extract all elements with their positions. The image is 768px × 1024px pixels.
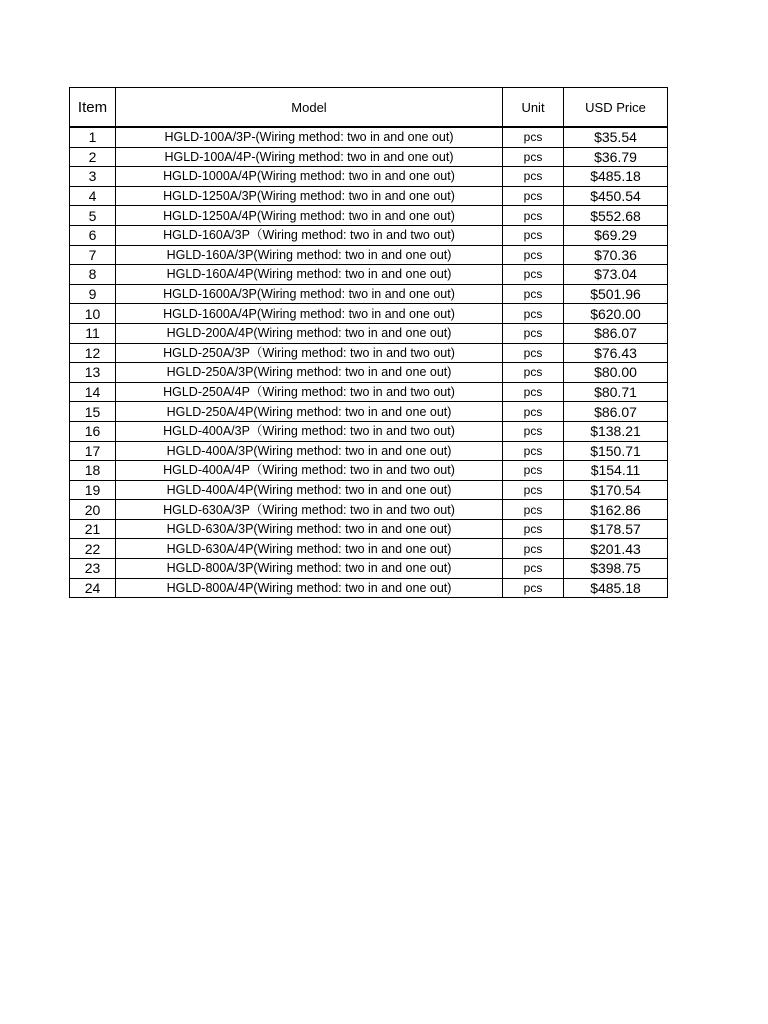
table-row [70,127,668,147]
cell-unit: pcs [503,480,564,500]
cell-item: 17 [70,441,116,461]
cell-usd-price: $35.54 [564,127,668,147]
price-table [69,87,668,598]
cell-model: HGLD-1250A/4P(Wiring method: two in and one out) [116,206,503,226]
cell-model: HGLD-1600A/3P(Wiring method: two in and one out) [116,284,503,304]
cell-item: 18 [70,461,116,481]
cell-model: HGLD-1000A/4P(Wiring method: two in and one out) [116,167,503,187]
cell-model: HGLD-400A/4P(Wiring method: two in and one out) [116,480,503,500]
cell-usd-price: $450.54 [564,186,668,206]
table-row [70,500,668,520]
cell-model: HGLD-1600A/4P(Wiring method: two in and one out) [116,304,503,324]
cell-unit: pcs [503,461,564,481]
cell-item: 14 [70,382,116,402]
cell-usd-price: $154.11 [564,461,668,481]
cell-usd-price: $398.75 [564,559,668,579]
cell-usd-price: $485.18 [564,578,668,598]
cell-unit: pcs [503,147,564,167]
cell-unit: pcs [503,186,564,206]
cell-usd-price: $150.71 [564,441,668,461]
cell-unit: pcs [503,441,564,461]
cell-model: HGLD-400A/3P（Wiring method: two in and two out) [116,421,503,441]
cell-model: HGLD-160A/3P(Wiring method: two in and one out) [116,245,503,265]
cell-model: HGLD-630A/4P(Wiring method: two in and one out) [116,539,503,559]
cell-model: HGLD-800A/4P(Wiring method: two in and one out) [116,578,503,598]
cell-unit: pcs [503,363,564,383]
cell-usd-price: $162.86 [564,500,668,520]
cell-model: HGLD-100A/3P-(Wiring method: two in and one out) [116,127,503,147]
cell-item: 4 [70,186,116,206]
table-row [70,421,668,441]
cell-usd-price: $69.29 [564,225,668,245]
cell-model: HGLD-100A/4P-(Wiring method: two in and one out) [116,147,503,167]
table-row [70,265,668,285]
table-body [70,127,668,598]
cell-usd-price: $485.18 [564,167,668,187]
header-item: Item [70,88,116,128]
cell-unit: pcs [503,225,564,245]
cell-usd-price: $178.57 [564,519,668,539]
table-row [70,206,668,226]
cell-model: HGLD-160A/3P（Wiring method: two in and two out) [116,225,503,245]
cell-model: HGLD-400A/3P(Wiring method: two in and one out) [116,441,503,461]
cell-item: 13 [70,363,116,383]
cell-unit: pcs [503,421,564,441]
cell-unit: pcs [503,500,564,520]
cell-model: HGLD-250A/3P(Wiring method: two in and one out) [116,363,503,383]
cell-model: HGLD-160A/4P(Wiring method: two in and one out) [116,265,503,285]
cell-item: 16 [70,421,116,441]
cell-model: HGLD-630A/3P（Wiring method: two in and two out) [116,500,503,520]
cell-unit: pcs [503,206,564,226]
cell-item: 8 [70,265,116,285]
cell-usd-price: $501.96 [564,284,668,304]
cell-item: 15 [70,402,116,422]
cell-model: HGLD-250A/3P（Wiring method: two in and two out) [116,343,503,363]
cell-usd-price: $76.43 [564,343,668,363]
cell-item: 22 [70,539,116,559]
table-row [70,343,668,363]
cell-usd-price: $70.36 [564,245,668,265]
table-row [70,245,668,265]
header-model: Model [116,88,503,128]
cell-usd-price: $86.07 [564,402,668,422]
cell-item: 6 [70,225,116,245]
cell-model: HGLD-250A/4P（Wiring method: two in and two out) [116,382,503,402]
table-row [70,578,668,598]
table-row [70,480,668,500]
cell-item: 1 [70,127,116,147]
table-row [70,441,668,461]
header-usd-price: USD Price [564,88,668,128]
cell-item: 24 [70,578,116,598]
table-row [70,323,668,343]
cell-model: HGLD-630A/3P(Wiring method: two in and one out) [116,519,503,539]
cell-unit: pcs [503,343,564,363]
header-unit: Unit [503,88,564,128]
cell-usd-price: $80.71 [564,382,668,402]
table-row [70,147,668,167]
cell-unit: pcs [503,304,564,324]
cell-usd-price: $73.04 [564,265,668,285]
cell-unit: pcs [503,127,564,147]
cell-unit: pcs [503,539,564,559]
header-row [70,88,668,128]
cell-model: HGLD-250A/4P(Wiring method: two in and one out) [116,402,503,422]
cell-item: 11 [70,323,116,343]
cell-usd-price: $620.00 [564,304,668,324]
table-row [70,284,668,304]
table-row [70,363,668,383]
table-row [70,186,668,206]
cell-usd-price: $80.00 [564,363,668,383]
cell-item: 2 [70,147,116,167]
cell-model: HGLD-400A/4P（Wiring method: two in and two out) [116,461,503,481]
cell-unit: pcs [503,578,564,598]
cell-unit: pcs [503,323,564,343]
table-row [70,519,668,539]
cell-unit: pcs [503,265,564,285]
table-row [70,461,668,481]
cell-item: 19 [70,480,116,500]
cell-model: HGLD-200A/4P(Wiring method: two in and one out) [116,323,503,343]
table-row [70,382,668,402]
cell-item: 3 [70,167,116,187]
table-row [70,167,668,187]
cell-item: 7 [70,245,116,265]
cell-unit: pcs [503,519,564,539]
cell-unit: pcs [503,284,564,304]
cell-unit: pcs [503,245,564,265]
cell-item: 9 [70,284,116,304]
cell-item: 5 [70,206,116,226]
cell-unit: pcs [503,402,564,422]
table-row [70,559,668,579]
cell-unit: pcs [503,382,564,402]
table-row [70,402,668,422]
cell-model: HGLD-800A/3P(Wiring method: two in and one out) [116,559,503,579]
cell-unit: pcs [503,559,564,579]
cell-item: 20 [70,500,116,520]
cell-item: 12 [70,343,116,363]
cell-usd-price: $36.79 [564,147,668,167]
cell-model: HGLD-1250A/3P(Wiring method: two in and one out) [116,186,503,206]
cell-unit: pcs [503,167,564,187]
cell-item: 10 [70,304,116,324]
cell-usd-price: $86.07 [564,323,668,343]
cell-item: 23 [70,559,116,579]
cell-usd-price: $552.68 [564,206,668,226]
cell-usd-price: $170.54 [564,480,668,500]
cell-item: 21 [70,519,116,539]
table-row [70,539,668,559]
table-row [70,304,668,324]
table-row [70,225,668,245]
cell-usd-price: $138.21 [564,421,668,441]
cell-usd-price: $201.43 [564,539,668,559]
